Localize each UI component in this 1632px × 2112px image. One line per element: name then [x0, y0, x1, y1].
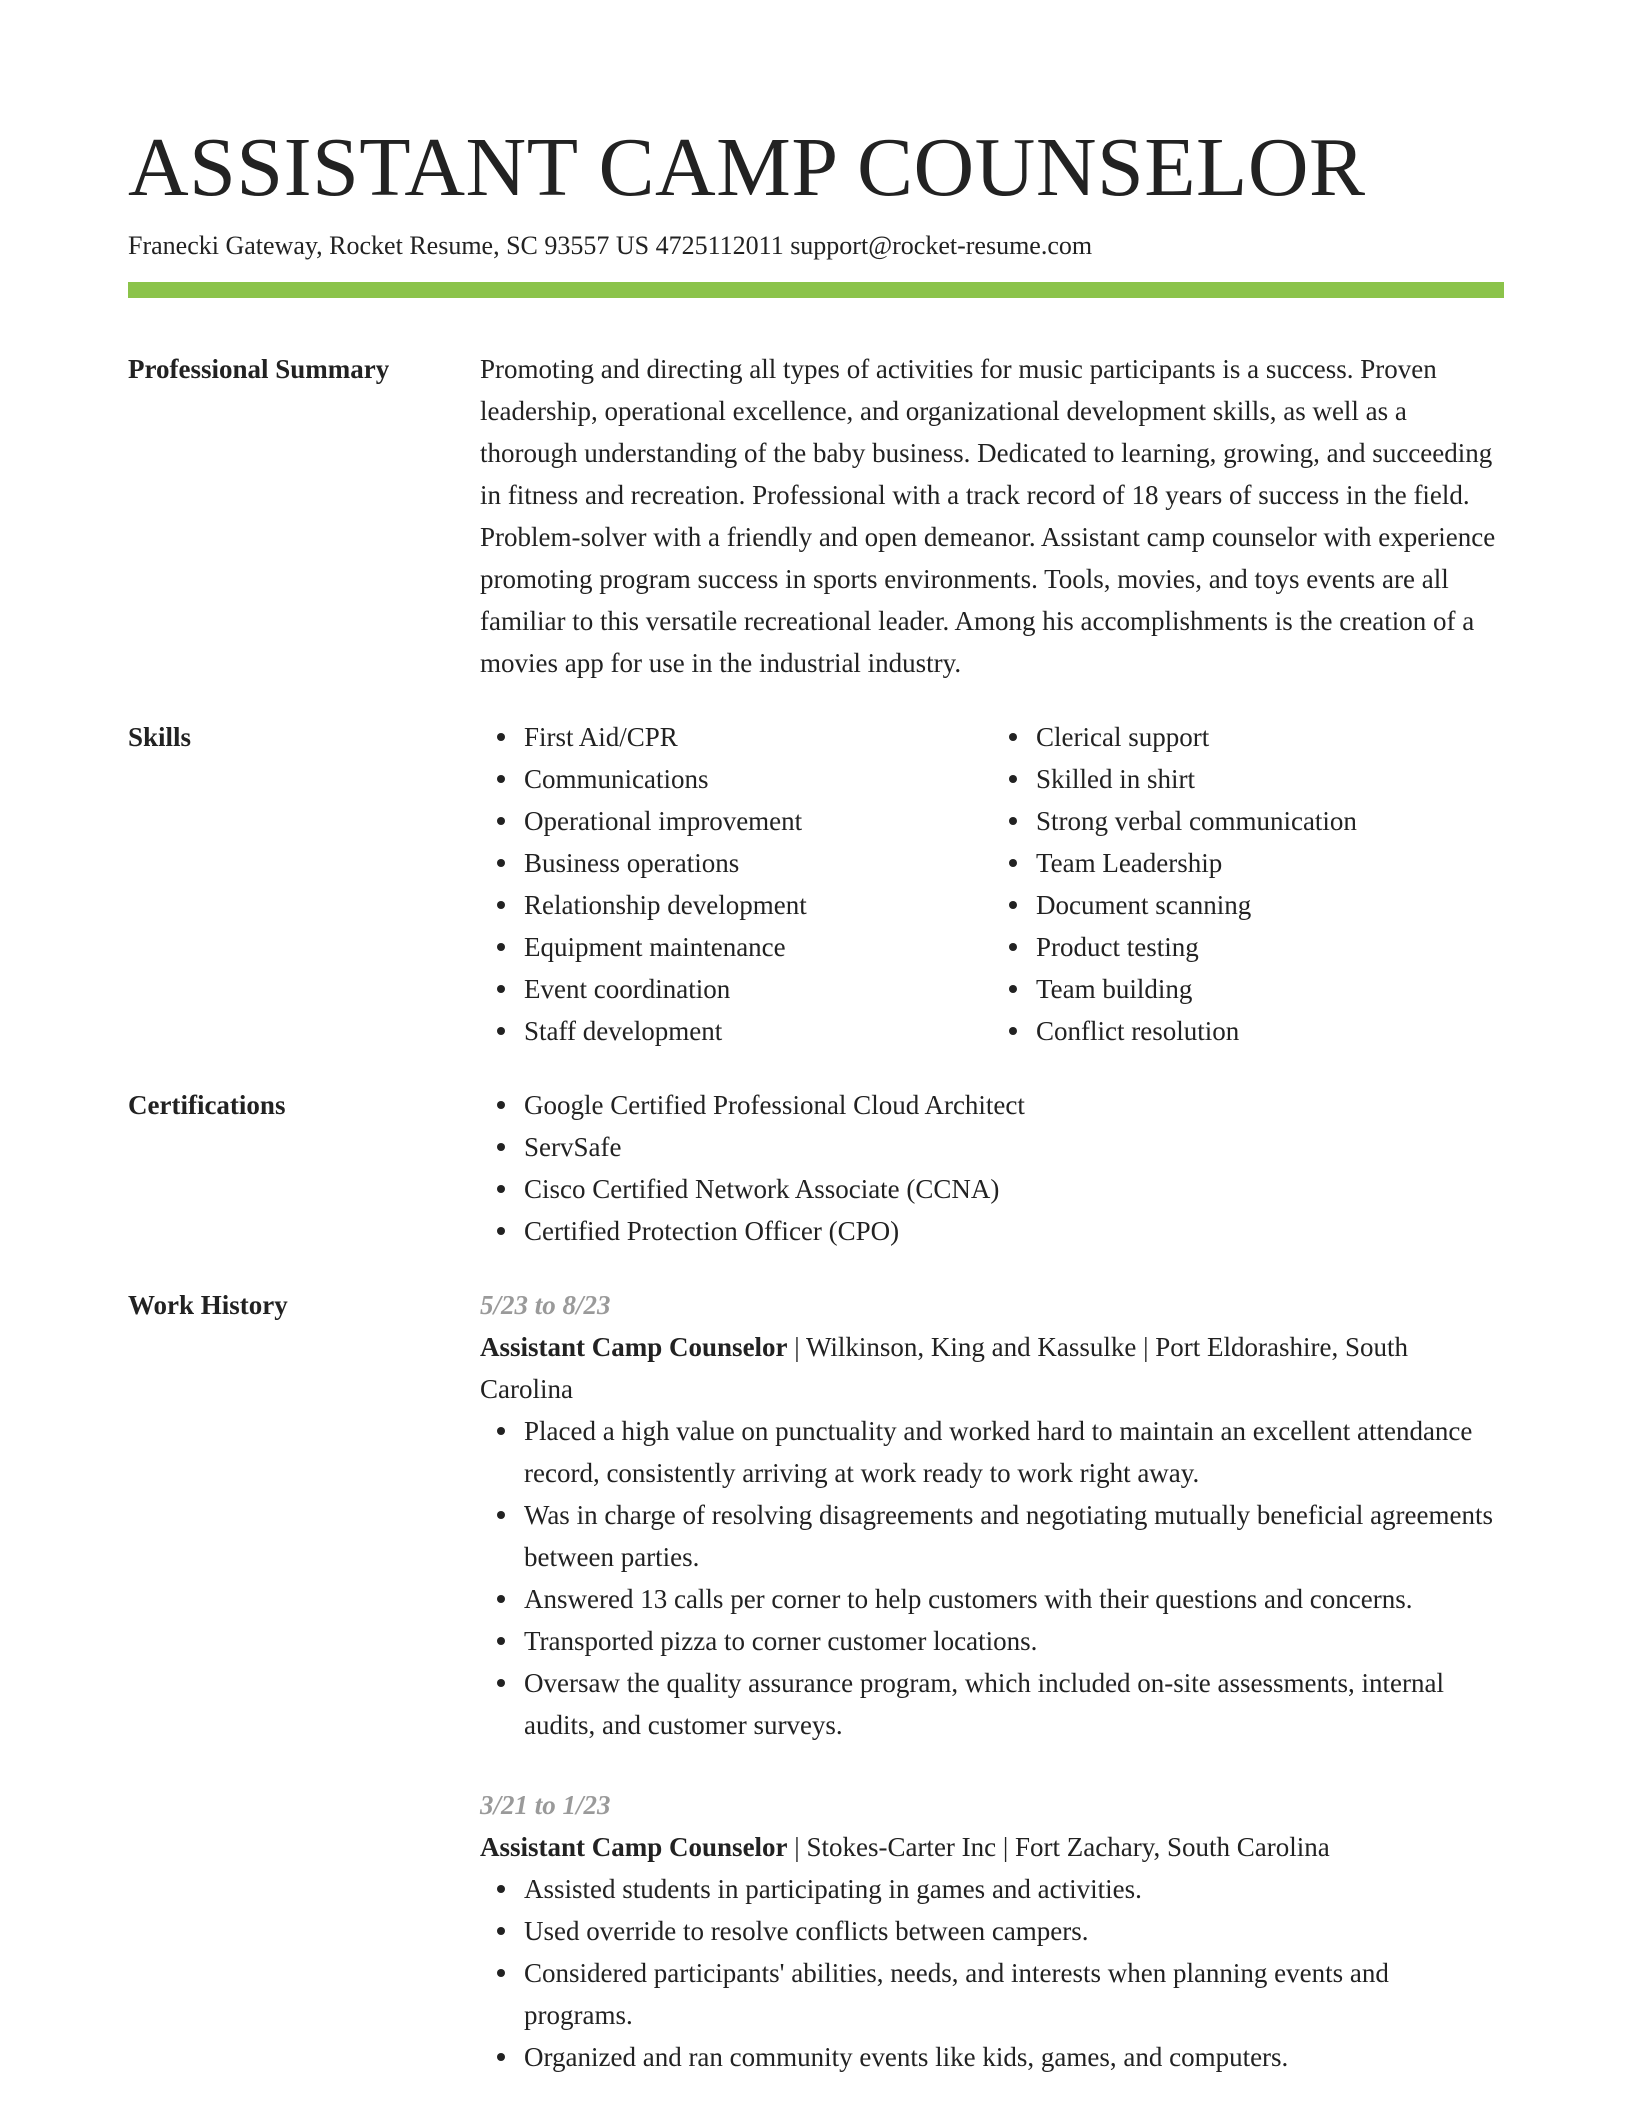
list-item: Oversaw the quality assurance program, which included on-site assessments, internal audits, and customer surveys. [524, 1662, 1504, 1746]
job-bullets [480, 1410, 1504, 1746]
contact-line: Franecki Gateway, Rocket Resume, SC 93557 US 4725112011 support@rocket-resume.com [128, 231, 1093, 260]
list-item: Team building [1036, 968, 1504, 1010]
list-item: Placed a high value on punctuality and worked hard to maintain an excellent attendance record, consistently arriving at work ready to work right away. [524, 1410, 1504, 1494]
list-item: Operational improvement [524, 800, 992, 842]
list-item: Product testing [1036, 926, 1504, 968]
job-details: | Wilkinson, King and Kassulke | Port Eldorashire, South Carolina [480, 1332, 1408, 1404]
list-item: Was in charge of resolving disagreements and negotiating mutually beneficial agreements between parties. [524, 1494, 1504, 1578]
job-dates: 5/23 to 8/23 [480, 1290, 611, 1320]
list-item: Answered 13 calls per corner to help customers with their questions and concerns. [524, 1578, 1504, 1620]
list-item: Communications [524, 758, 992, 800]
job-entry [480, 1284, 1504, 1746]
skills-list-left [480, 716, 992, 1052]
skills-section [128, 716, 1504, 1052]
job-bullets [480, 1868, 1504, 2078]
list-item: Considered participants' abilities, needs, and interests when planning events and programs. [524, 1952, 1504, 2036]
section-label-summary: Professional Summary [128, 354, 390, 384]
job-entry [480, 1784, 1504, 2078]
summary-section [128, 348, 1504, 684]
certifications-body [480, 1084, 1504, 1252]
job-header [480, 1826, 1504, 1868]
summary-text: Promoting and directing all types of activities for music participants is a success. Proven leadership, operational excellence, and organizational development skills, as well as a thorough understanding of the baby business. Dedicated to learning, growing, and succeeding in fitness and recreation. Professional with a track record of 18 years of success in the field. Problem-solver with a friendly and open demeanor. Assistant camp counselor with experience promoting program success in sports environments. Tools, movies, and toys events are all familiar to this versatile recreational leader. Among his accomplishments is the creation of a movies app for use in the industrial industry. [480, 354, 1496, 678]
job-title: Assistant Camp Counselor [480, 1332, 788, 1362]
section-label-skills: Skills [128, 722, 192, 752]
list-item: Assisted students in participating in games and activities. [524, 1868, 1504, 1910]
list-item: Certified Protection Officer (CPO) [524, 1210, 1504, 1252]
list-item: Equipment maintenance [524, 926, 992, 968]
job-dates: 3/21 to 1/23 [480, 1790, 611, 1820]
list-item: Strong verbal communication [1036, 800, 1504, 842]
list-item: Event coordination [524, 968, 992, 1010]
list-item: Staff development [524, 1010, 992, 1052]
list-item: Clerical support [1036, 716, 1504, 758]
list-item: Organized and ran community events like kids, games, and computers. [524, 2036, 1504, 2078]
skills-list-right [992, 716, 1504, 1052]
job-title: Assistant Camp Counselor [480, 1832, 788, 1862]
section-label-certifications: Certifications [128, 1090, 286, 1120]
list-item: Relationship development [524, 884, 992, 926]
certifications-section [128, 1084, 1504, 1252]
list-item: Team Leadership [1036, 842, 1504, 884]
list-item: Cisco Certified Network Associate (CCNA) [524, 1168, 1504, 1210]
page-title: ASSISTANT CAMP COUNSELOR [128, 121, 1366, 214]
list-item: Transported pizza to corner customer locations. [524, 1620, 1504, 1662]
list-item: Google Certified Professional Cloud Architect [524, 1084, 1504, 1126]
work-history-section [128, 1284, 1504, 2078]
list-item: Skilled in shirt [1036, 758, 1504, 800]
list-item: Used override to resolve conflicts between campers. [524, 1910, 1504, 1952]
list-item: Conflict resolution [1036, 1010, 1504, 1052]
work-history-body [480, 1284, 1504, 2078]
job-details: | Stokes-Carter Inc | Fort Zachary, South Carolina [787, 1832, 1330, 1862]
job-header [480, 1326, 1504, 1410]
list-item: Document scanning [1036, 884, 1504, 926]
list-item: First Aid/CPR [524, 716, 992, 758]
list-item: Business operations [524, 842, 992, 884]
accent-divider [128, 282, 1504, 298]
skills-grid [480, 716, 1504, 1052]
certifications-list [480, 1084, 1504, 1252]
list-item: ServSafe [524, 1126, 1504, 1168]
section-label-work-history: Work History [128, 1290, 288, 1320]
